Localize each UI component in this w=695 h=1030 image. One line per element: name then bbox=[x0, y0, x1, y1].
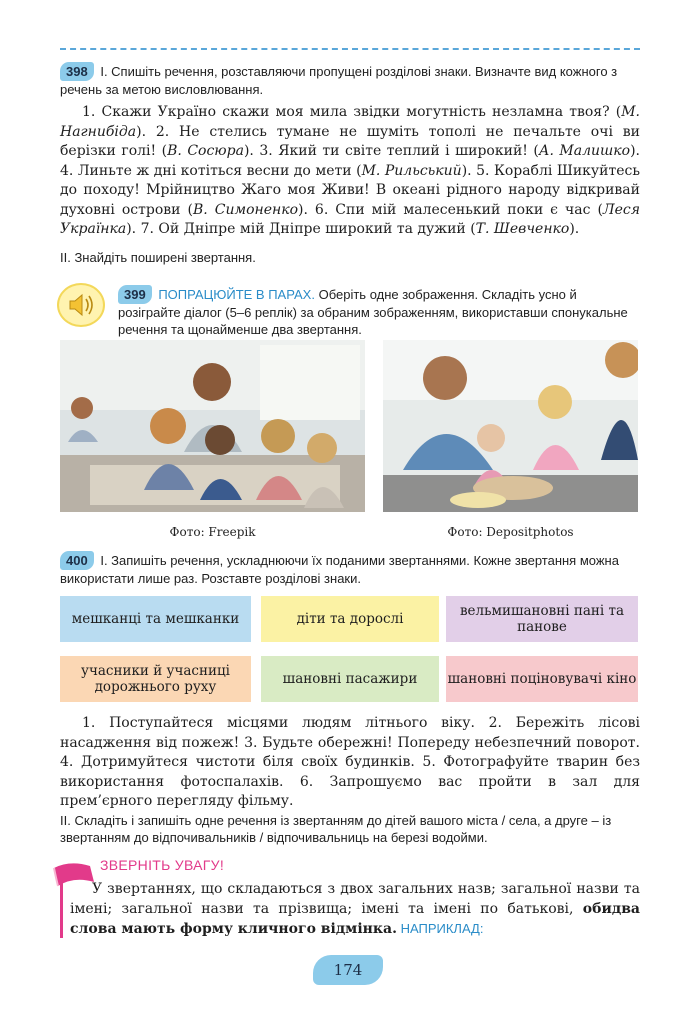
photo-caption-2: Фото: Depositphotos bbox=[447, 525, 574, 539]
address-box: діти та дорослі bbox=[261, 596, 439, 642]
address-box: шановні пасажири bbox=[261, 656, 439, 702]
top-dashed-divider bbox=[60, 48, 640, 50]
attention-rule: У звертаннях, що складаються з двох загальних назв; загальної назви та імені; загальної назви та прізвища; імені та імені по батькові, bbox=[70, 881, 640, 917]
classroom-photo bbox=[60, 340, 365, 512]
exercise-number-398: 398 bbox=[60, 62, 94, 81]
page-number: 174 bbox=[313, 955, 383, 985]
sentence-text: ). 7. Ой Дніпре мій Дніпре широкий та дужий ( bbox=[126, 221, 476, 237]
sentence-text: ). 5. Кораблі Шикуйтесь до походу! Мрійництво Жаго моя Живи! В океані рідного народу відкривай духовні острови ( bbox=[60, 162, 640, 218]
exercise-399-task bbox=[118, 285, 640, 338]
exercise-398-task-2: ІІ. Знайдіть поширені звертання. bbox=[60, 250, 256, 265]
sentence-text: ). 4. Линьте ж дні котіться весни до мети ( bbox=[60, 143, 640, 179]
author: М. Нагнибіда bbox=[60, 104, 640, 140]
exercise-number-400: 400 bbox=[60, 551, 94, 570]
sentence-text: ). 3. Який ти світе теплий і широкий! ( bbox=[243, 143, 539, 159]
exercise-398-task bbox=[60, 62, 640, 98]
kitchen-photo bbox=[383, 340, 638, 512]
example-label: НАПРИКЛАД: bbox=[396, 921, 484, 936]
author: М. Рильський bbox=[361, 162, 462, 179]
address-box: вельмишановні пані та панове bbox=[446, 596, 638, 642]
pair-work-label: ПОПРАЦЮЙТЕ В ПАРАХ. bbox=[158, 287, 315, 302]
exercise-400-instruction: І. Запишіть речення, ускладнюючи їх поданими звертаннями. Кожне звертання можна використати лише раз. Розставте розділові знаки. bbox=[60, 553, 619, 586]
exercise-400-task bbox=[60, 551, 640, 587]
exercise-400-task-2: ІІ. Складіть і запишіть одне речення із звертанням до дітей вашого міста / села, а друге – із звертанням до відпочивальників / відпочивальниць на березі водойми. bbox=[60, 813, 612, 845]
author: А. Малишко bbox=[538, 143, 631, 159]
sentence-text: ). bbox=[569, 221, 580, 237]
author: Т. Шевченко bbox=[475, 221, 570, 237]
attention-text bbox=[70, 880, 640, 940]
exercise-398-instruction: І. Спишіть речення, розставляючи пропущені розділові знаки. Визначте вид кожного з речень за метою висловлювання. bbox=[60, 64, 618, 97]
attention-rule-bold: обидва слова мають форму кличного відмінка. bbox=[70, 900, 640, 937]
exercise-number-399: 399 bbox=[118, 285, 152, 304]
author: В. Симоненко bbox=[192, 201, 299, 218]
author: Леся Українка bbox=[60, 201, 640, 237]
sentence-text: 1. Скажи Україно скажи моя мила звідки могутність незламна твоя? ( bbox=[82, 104, 622, 120]
address-box: шановні поціновувачі кіно bbox=[446, 656, 638, 702]
attention-bar bbox=[60, 880, 63, 938]
attention-title: ЗВЕРНІТЬ УВАГУ! bbox=[100, 857, 225, 873]
exercise-400-sentences: 1. Поступайтеся місцями людям літнього віку. 2. Бережіть лісові насадження від пожеж! 3. Будьте обережні! Попереду небезпечний поворот. 4. Дотримуйтеся чистоти біля своїх будинків. 5. Фотографуйте тварин без використання фотоспалахів. 6. Запрошуємо вас пройти в зал для прем’єрного перегляду фільму. bbox=[60, 715, 640, 809]
speaker-icon bbox=[57, 283, 105, 327]
exercise-399-instruction: Оберіть одне зображення. Складіть усно й розіграйте діалог (5–6 реплік) за обраним зображенням, використавши спонукальне речення та щонайменше два звертання. bbox=[118, 287, 628, 337]
photo-caption-1: Фото: Freepik bbox=[169, 525, 256, 539]
address-box: мешканці та мешканки bbox=[60, 596, 251, 642]
sentence-text: ). 2. Не стелись тумане не шуміть тополі не печальте очі ви берізки голі! ( bbox=[60, 123, 640, 159]
sentence-text: ). 6. Спи мій малесенький поки є час ( bbox=[298, 201, 603, 218]
exercise-398-sentences bbox=[60, 103, 640, 240]
author: В. Сосюра bbox=[167, 143, 244, 159]
address-box: учасники й учасниці дорожнього руху bbox=[60, 656, 251, 702]
